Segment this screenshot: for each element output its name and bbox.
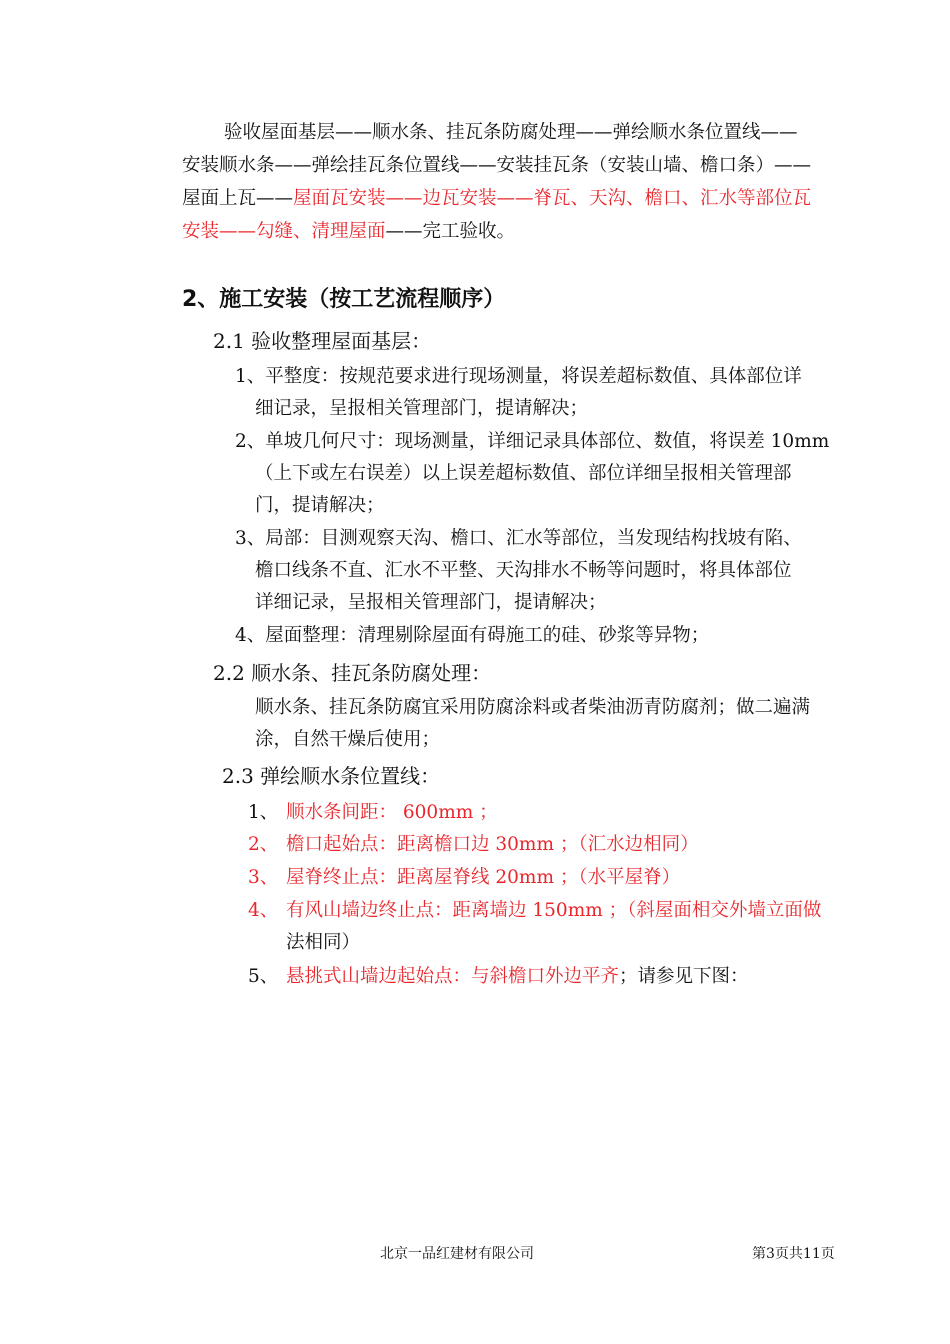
sub21-item-2-line-3: 门，提请解决；: [255, 495, 385, 516]
sub23-item-1-number: 1、: [248, 802, 279, 823]
sub22-line-2: 涂，自然干燥后使用；: [255, 729, 441, 750]
sub23-item-2: [248, 829, 699, 861]
sub21-item-3-line-3: 详细记录，呈报相关管理部门，提请解决；: [255, 592, 607, 613]
section-2-heading: 2、施工安装（按工艺流程顺序）: [182, 287, 506, 312]
sub22-line-1: 顺水条、挂瓦条防腐宜采用防腐涂料或者柴油沥青防腐剂；做二遍满: [255, 697, 811, 718]
process-flow-paragraph: [182, 116, 842, 248]
sub21-item-2-line-2: （上下或左右误差）以上误差超标数值、部位详细呈报相关管理部: [255, 463, 792, 484]
sub21-item-1-line-2: 细记录，呈报相关管理部门，提请解决；: [255, 398, 589, 419]
sub23-item-4-number: 4、: [248, 900, 279, 921]
sub21-item-3-line-1: 3、局部：目测观察天沟、檐口、汇水等部位，当发现结构找坡有陷、: [235, 528, 802, 549]
flow-line-4: [182, 215, 842, 248]
sub23-item-4-line-1: [248, 895, 821, 927]
sub23-item-3-text: 屋脊终止点：距离屋脊线 20mm ；（水平屋脊）: [286, 867, 681, 888]
sub21-item-4: [235, 620, 709, 652]
sub23-item-4-text: 有风山墙边终止点：距离墙边 150mm ；（斜屋面相交外墙立面做: [286, 900, 822, 921]
flow-line-3-black: 屋面上瓦——: [182, 188, 294, 209]
sub21-item-3: [235, 523, 802, 619]
sub21-item-4-line-1: 4、屋面整理：清理剔除屋面有碍施工的硅、砂浆等异物；: [235, 625, 710, 646]
sub23-item-5-number: 5、: [248, 966, 279, 987]
subsection-2-3-heading: 2.3 弹绘顺水条位置线：: [222, 764, 441, 788]
sub23-item-5: [248, 961, 749, 993]
sub23-item-5-text-red: 悬挑式山墙边起始点：与斜檐口外边平齐: [286, 966, 620, 987]
sub23-item-3-number: 3、: [248, 867, 279, 888]
sub21-item-2-line-1: 2、单坡几何尺寸：现场测量，详细记录具体部位、数值，将误差 10mm: [235, 431, 830, 452]
flow-line-3: [182, 182, 842, 215]
sub23-item-2-text: 檐口起始点：距离檐口边 30mm ；（汇水边相同）: [286, 834, 699, 855]
sub21-item-1: [235, 361, 802, 425]
sub23-item-4-line-2: 法相同）: [286, 932, 361, 953]
subsection-2-2-heading: 2.2 顺水条、挂瓦条防腐处理：: [213, 661, 492, 685]
sub22-paragraph: [255, 692, 810, 756]
sub21-item-2: [235, 426, 829, 522]
sub21-item-1-line-1: 1、平整度：按规范要求进行现场测量，将误差超标数值、具体部位详: [235, 366, 802, 387]
flow-line-2: 安装顺水条——弹绘挂瓦条位置线——安装挂瓦条（安装山墙、檐口条）——: [182, 155, 812, 176]
flow-line-4-red: 安装——勾缝、清理屋面: [182, 221, 386, 242]
sub23-item-1-text: 顺水条间距： 600mm ；: [286, 802, 498, 823]
sub21-item-3-line-2: 檐口线条不直、汇水不平整、天沟排水不畅等问题时，将具体部位: [255, 560, 792, 581]
flow-line-3-red: 屋面瓦安装——边瓦安装——脊瓦、天沟、檐口、汇水等部位瓦: [293, 188, 812, 209]
flow-line-1: 验收屋面基层——顺水条、挂瓦条防腐处理——弹绘顺水条位置线——: [224, 122, 798, 143]
sub23-item-3: [248, 862, 680, 894]
footer-page-number: 第3页共11页: [752, 1246, 835, 1262]
sub23-item-2-number: 2、: [248, 834, 279, 855]
flow-line-4-black: ——完工验收。: [385, 221, 516, 242]
sub23-item-1: [248, 797, 498, 829]
sub23-item-5-text-black: ；请参见下图：: [619, 966, 749, 987]
sub23-item-4: [248, 895, 821, 959]
subsection-2-1-heading: 2.1 验收整理屋面基层：: [213, 329, 432, 353]
footer-company: 北京一品红建材有限公司: [380, 1246, 534, 1262]
